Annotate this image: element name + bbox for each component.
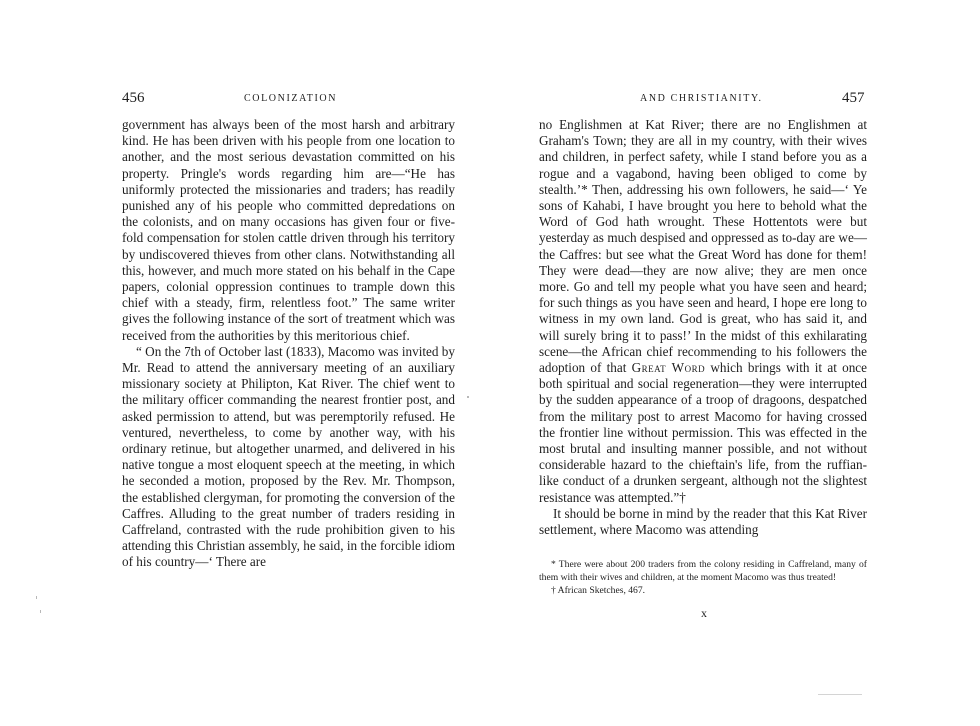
body-text (122, 117, 455, 571)
body-text (539, 117, 867, 538)
scan-speck (40, 610, 41, 613)
paragraph-text: no Englishmen at Kat River; there are no Englishmen at Graham's Town; they are all in my country, with their wives and children, in perfect safety, while I stand before you as a rogue and a vagabond, having been obliged to come by stealth.’* Then, addressing his own followers, he said—‘ Ye sons of Kahabi, I have brought you here to behold what the Word of God hath wrought. These Hottentots were but yesterday as much despised and oppressed as to-day are we—the Caffres: but see what the Great Word has done for them! They were dead—they are now alive; they are men once more. Go and tell my people what you have seen and heard; for such things as you have seen and heard, I hope ere long to witness in my own land. God is great, who has said it, and will surely bring it to pass!’ In the midst of this exhilarating scene—the African chief recommending to his followers the adoption of that (539, 117, 867, 376)
page-number: 456 (122, 90, 145, 106)
footnote: * There were about 200 traders from the colony residing in Caffreland, many of them with their wives and children, at the moment Macomo was thus treated! (539, 559, 867, 583)
running-head: COLONIZATION (244, 93, 338, 104)
page-number: 457 (842, 90, 865, 106)
right-page (490, 0, 980, 726)
paragraph-text: which brings with it at once both spiritual and social regeneration—they were interrupted by the sudden appearance of a troop of dragoons, despatched from the military post to arrest Macomo for having crossed the frontier line without permission. This was effected in the most brutal and insulting manner possible, and not without considerable hazard to the chieftain's life, from the ruffian-like conduct of a drunken sergeant, although not the slightest resistance was attempted.”† (539, 360, 867, 505)
footnote: † African Sketches, 467. (551, 585, 646, 596)
scan-speck (467, 396, 469, 398)
small-caps-term: Great Word (631, 360, 706, 376)
signature-mark: x (701, 606, 707, 620)
scan-speck (36, 596, 37, 599)
paragraph: It should be borne in mind by the reader that this Kat River settlement, where Macomo was attending (539, 505, 867, 538)
paragraph: “ On the 7th of October last (1833), Macomo was invited by Mr. Read to attend the anniversary meeting of an auxiliary missionary society at Philipton, Kat River. The chief went to the military officer commanding the nearest frontier post, and asked permission to attend, but was peremptorily refused. He ventured, nevertheless, to come by another way, with his ordinary retinue, but altogether unarmed, and delivered in his native tongue a most eloquent speech at the meeting, in which he seconded a motion, proposed by the Rev. Mr. Thompson, the established clergyman, for promoting the conversion of the Caffres. Alluding to the great number of traders residing in Caffreland, contrasted with the rude prohibition given to his attending this Christian assembly, he said, in the forcible idiom of his country—‘ There are (122, 343, 455, 570)
paragraph: government has always been of the most harsh and arbitrary kind. He has been driven with his people from one location to another, and the most serious devastation committed on his property. Pringle's words regarding him are—“He has uniformly protected the missionaries and traders; has readily punished any of his people who committed depredations on the colonists, and on many occasions has given four or five-fold compensation for stolen cattle driven through his territory by undiscovered thieves from other clans. Notwithstanding all this, however, and much more stated on his behalf in the Cape papers, colonial oppression continues to trample down this chief with a steady, firm, relentless foot.” The same writer gives the following instance of the sort of treatment which was received from the authorities by this meritorious chief. (122, 117, 455, 343)
paragraph (539, 117, 867, 506)
scan-speck (818, 694, 862, 695)
running-head: AND CHRISTIANITY. (640, 93, 763, 104)
footnotes (539, 558, 867, 597)
